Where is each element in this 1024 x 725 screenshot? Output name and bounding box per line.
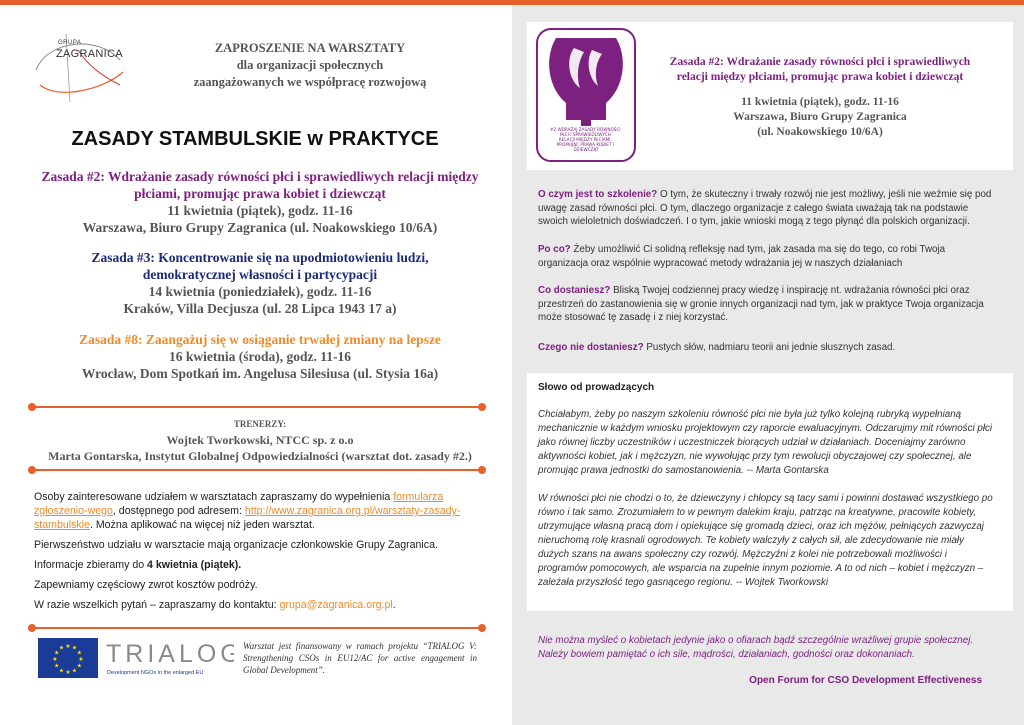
trainer-1: Wojtek Tworkowski, NTCC sp. z o.o [166,433,354,447]
svg-text:★: ★ [54,662,60,670]
quote-wojtek: W równości płci nie chodzi o to, że dziewczyny i chłopcy są tacy sami i powinni dostawać wszystkiego po równo i tak samo. Zrozumiałem to w pewnym dalekim kraju, patrząc na kreatywne, pracowite kobiety, utrzymujące własną pracą dom i opiekujące się gromadą dzieci, oraz ich mężów, pełniących zazwyczaj nieruchomą rolę krasnali ogrodowych. Te kobiety walczyły z całych sił, ale zdecydowanie nie miały dużych szans na awans społeczny czy rozwój. Mężczyźni z kolei nie potrzebowali możliwości i programów pomocowych, ale wsparcia na zupełnie innym poziomie. A to od nich – kobiet i mężczyzn – zależała przyszłość tego gasnącego regionu. -- Wojtek Tworkowski [538,493,993,588]
email-link[interactable]: grupa@zagranica.org.pl [279,599,393,611]
info-section [34,490,484,618]
faq-item-3: Co dostaniesz? Bliską Twojej codziennej pracy wiedzę i inspirację nt. wdrażania równości płci oraz przestrzeń do zastanowienia się w gronie innych organizacji nad tym, jak w praktyce Twoja organizacja może stosować tę zasadę i z niej korzystać. [538,285,984,323]
divider-bottom [32,469,482,471]
info-refund: Zapewniamy częściowy zwrot kosztów podróży. [34,579,258,591]
grupa-zagranica-logo [28,30,128,105]
trainer-2: Marta Gontarska, Instytut Globalnej Odpowiedzialności (warsztat dot. zasady #2.) [48,449,472,463]
divider-bottom-left-dot [28,466,36,474]
right-place1: Warszawa, Biuro Grupy Zagranica [733,111,907,123]
workshop-2-title2: demokratycznej własności i partycypacji [142,267,378,282]
quote-marta: Chciałabym, żeby po naszym szkoleniu równość płci nie była już tylko kolejną rubryką wypełnianą mechanicznie w każdym wniosku projektowym czy raporcie ewaluacyjnym. Odczarujmy mit równości płci jako równej liczby uczestników i uczestniczek biorących udział w działaniach. Doceniajmy zarówno aktywności kobiet, jak i mężczyzn, nie wywołując przy tym rewolucji obyczajowej czy społecznej, ale promując prawa jednostki do samostanowienia. -- Marta Gontarska [538,409,993,476]
info-priority: Pierwszeństwo udziału w warsztacie mają organizacje członkowskie Grupy Zagranica. [34,539,438,551]
divider-top-right-dot [478,403,486,411]
workshop-3-title1: Zasada #8: Zaangażuj się w osiąganie trwałej zmiany na lepsze [79,332,441,347]
workshop-1 [30,168,490,236]
right-place2: (ul. Noakowskiego 10/6A) [757,126,883,138]
trialog-logo [104,632,234,680]
faq-item-4: Czego nie dostaniesz? Pustych słów, nadmiaru teorii ani jednie słusznych zasad. [538,342,896,353]
svg-text:★: ★ [76,649,82,657]
divider-footer-left-dot [28,624,36,632]
svg-text:★: ★ [54,649,60,657]
svg-text:★: ★ [65,669,71,676]
workshop-3 [30,331,490,382]
workshop-2-place: Kraków, Villa Decjusza (ul. 28 Lipca 1943 17 a) [123,301,397,316]
svg-text:★: ★ [58,667,65,675]
trainers-section [30,416,490,464]
svg-text:#2 WDRAŻAJ ZASADY RÓWNOŚCI: #2 WDRAŻAJ ZASADY RÓWNOŚCI PŁCI I SPRAWIEDLIWYCH RELACJI MIĘDZY PŁCIAMI, PROMUJĄC PRAWA KOBIET I DZIEWCZĄT [550,127,621,152]
divider-footer-right-dot [478,624,486,632]
workshop-2-date: 14 kwietnia (poniedziałek), godz. 11-16 [148,284,372,299]
closing-statement: Nie można myśleć o kobietach jedynie jako o ofiarach bądź szczególnie wrażliwej grupie społecznej. Należy bowiem pamiętać o ich sile, mądrości, działaniach, godności oraz dokonaniach. [538,635,974,660]
invitation-header [150,40,470,91]
trainers-label: TRENERZY: [233,419,287,429]
invitation-line1: ZAPROSZENIE NA WARSZTATY [214,41,406,55]
invitation-line3: zaangażowanych we współpracę rozwojową [193,75,427,89]
invitation-line2: dla organizacji społecznych [236,58,384,72]
svg-text:★: ★ [65,643,71,650]
workshop-2 [30,249,490,317]
workshop-1-date: 11 kwietnia (piątek), godz. 11-16 [167,203,353,218]
divider-bottom-right-dot [478,466,486,474]
svg-text:Development NGOs in the enlarg: Development NGOs in the enlarged EU [107,670,204,676]
eu-flag-icon [38,638,98,678]
gender-symbol-image [536,28,636,162]
workshop-3-date: 16 kwietnia (środa), godz. 11-16 [168,349,351,364]
svg-text:★: ★ [78,656,84,663]
funding-note: Warsztat jest finansowany w ramach projektu “TRIALOG V: Strengthening CSOs in EU12/AC for active engagement in Global Development”. [243,641,477,675]
workshop-1-title1: Zasada #2: Wdrażanie zasady równości płci i sprawiedliwych relacji między [41,169,479,184]
svg-text:★: ★ [76,662,82,670]
right-title1: Zasada #2: Wdrażanie zasady równości płci i sprawiedliwych [669,56,971,68]
logo-line2: ZAGRANICA [56,48,123,60]
faq-item-2: Po co? Żeby umożliwić Ci solidną refleksję nad tym, jak zasada ma się do tego, co robi Twoja organizacja oraz wspólnie wypracować metody wdrażania jej w naszych działaniach [538,244,946,269]
right-title2: relacji między płciami, promując prawa kobiet i dziewcząt [676,71,964,83]
logo-line1: GRUPA [58,40,82,46]
faq-item-1: O czym jest to szkolenie? O tym, że skuteczny i trwały rozwój nie jest możliwy, jeśli nie weźmie się pod uwagę zasad równości płci. O tym, dlaczego organizacje z całego świata uważają tak na podstawie swoich wieloletnich doświadczeń. I o tym, jakie wnioski mogą z tego płynąć dla polskich organizacji. [538,189,992,227]
svg-text:★: ★ [58,644,65,652]
divider-top-left-dot [28,403,36,411]
url-link[interactable]: http://www.zagranica.org.pl/warsztaty-zasady-stambulskie [34,505,461,531]
form-link[interactable]: formularza zgłoszenio-wego [34,491,444,517]
right-header-text [640,55,1000,140]
info-contact: W razie wszelkich pytań – zapraszamy do kontaktu: grupa@zagranica.org.pl. [34,599,396,611]
info-deadline: Informacje zbieramy do 4 kwietnia (piątek). [34,559,242,571]
svg-text:★: ★ [52,656,58,663]
workshop-1-title2: płciami, promując prawa kobiet i dziewcząt [134,186,386,201]
svg-text:TRIALOG: TRIALOG [106,640,234,668]
svg-text:★: ★ [71,644,78,652]
divider-top [32,406,482,408]
divider-footer [32,627,482,629]
svg-text:★: ★ [71,667,78,675]
trainers-words-title: Słowo od prowadzących [538,382,655,393]
workshop-3-place: Wrocław, Dom Spotkań im. Angelusa Silesiusa (ul. Stysia 16a) [81,366,439,381]
workshop-2-title1: Zasada #3: Koncentrowanie się na upodmiotowieniu ludzi, [91,250,429,265]
page-title: ZASADY STAMBULSKIE w PRAKTYCE [71,128,439,150]
open-forum-credit: Open Forum for CSO Development Effectiveness [749,675,982,686]
right-date: 11 kwietnia (piątek), godz. 11-16 [741,96,899,108]
info-registration: Osoby zainteresowane udziałem w warsztatach zapraszamy do wypełnienia formularza zgłoszenio-wego, dostępnego pod adresem: http://www.zagranica.org.pl/warsztaty-zasady-stambulskie. Można aplikować na więcej niż jeden warsztat. [34,491,461,531]
workshop-1-place: Warszawa, Biuro Grupy Zagranica (ul. Noakowskiego 10/6A) [82,220,438,235]
